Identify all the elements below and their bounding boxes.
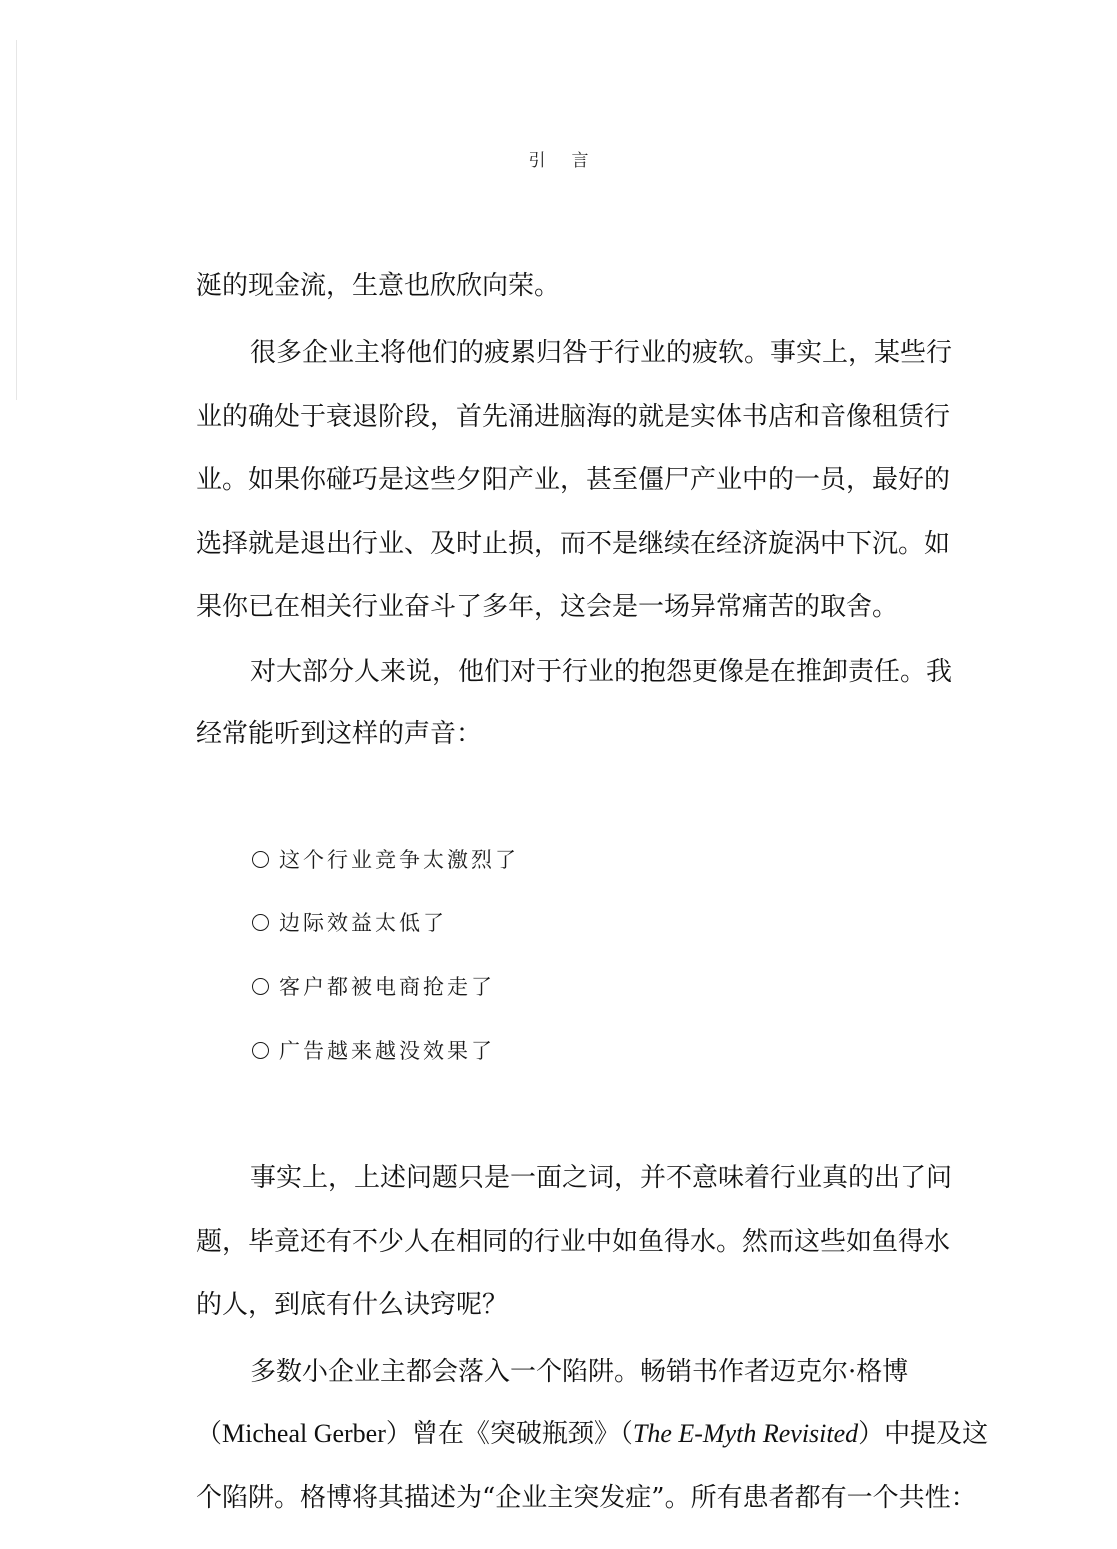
bullet-text: 边际效益太低了 (279, 911, 447, 935)
paragraph-line: 多数小企业主都会落入一个陷阱。畅销书作者迈克尔·格博 (250, 1357, 909, 1387)
running-header: 引言 (528, 151, 615, 171)
paragraph-line: 经常能听到这样的声音： (196, 719, 483, 749)
paragraph-line: 的人，到底有什么诀窍呢？ (196, 1290, 509, 1320)
paragraph-line (196, 1418, 988, 1450)
paragraph-line: 业。如果你碰巧是这些夕阳产业，甚至僵尸产业中的一员，最好的 (196, 465, 951, 495)
bullet-item (252, 909, 447, 937)
bullet-text: 客户都被电商抢走了 (279, 975, 495, 999)
scan-edge-line (16, 40, 17, 400)
book-title-english: The E-Myth Revisited (632, 1419, 859, 1448)
bullet-circle-icon (252, 1042, 269, 1059)
bullet-circle-icon (252, 914, 269, 931)
paragraph-line: 题，毕竟还有不少人在相同的行业中如鱼得水。然而这些如鱼得水 (196, 1227, 951, 1257)
bullet-circle-icon (252, 978, 269, 995)
author-name: Micheal Gerber (222, 1419, 386, 1448)
paragraph-line: 选择就是退出行业、及时止损，而不是继续在经济旋涡中下沉。如 (196, 529, 951, 559)
paragraph-line: 很多企业主将他们的疲累归咎于行业的疲软。事实上，某些行 (250, 338, 953, 368)
paragraph-line: 个陷阱。格博将其描述为“企业主突发症”。所有患者都有一个共性： (196, 1483, 977, 1513)
bullet-circle-icon (252, 851, 269, 868)
paragraph-line: 果你已在相关行业奋斗了多年，这会是一场异常痛苦的取舍。 (196, 592, 899, 622)
paragraph-line: 业的确处于衰退阶段，首先涌进脑海的就是实体书店和音像租赁行 (196, 402, 951, 432)
text-segment: ）曾在《突破瓶颈》（ (385, 1419, 633, 1449)
bullet-item (252, 1037, 495, 1065)
paragraph-line: 涎的现金流，生意也欣欣向荣。 (196, 271, 561, 301)
bullet-text: 这个行业竞争太激烈了 (279, 848, 519, 872)
paren-open: （ (196, 1419, 223, 1449)
paragraph-line: 事实上，上述问题只是一面之词，并不意味着行业真的出了问 (250, 1163, 953, 1193)
bullet-item (252, 846, 519, 874)
bullet-item (252, 973, 495, 1001)
bullet-text: 广告越来越没效果了 (279, 1039, 495, 1063)
paragraph-line: 对大部分人来说，他们对于行业的抱怨更像是在推卸责任。我 (250, 657, 953, 687)
text-segment: ）中提及这 (858, 1419, 989, 1449)
